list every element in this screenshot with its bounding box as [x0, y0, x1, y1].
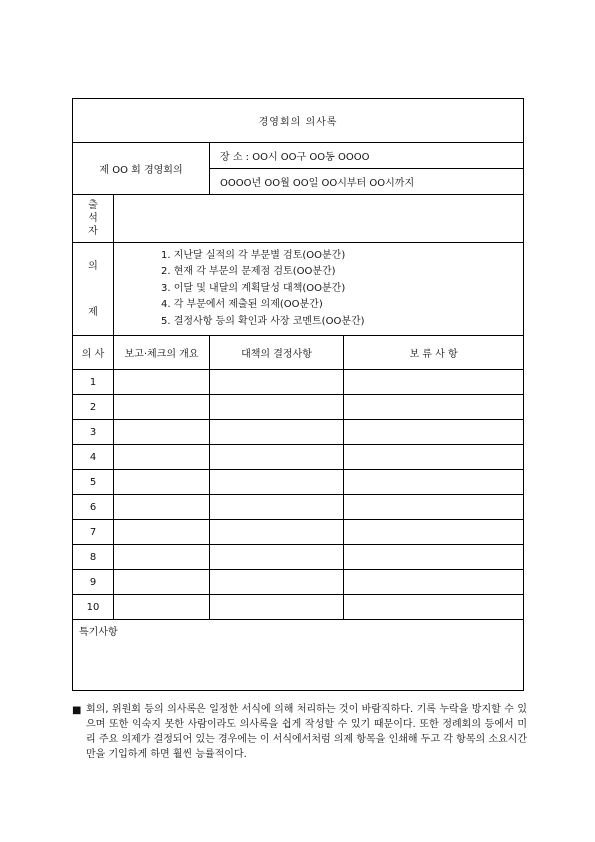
- report-cell[interactable]: [114, 570, 210, 595]
- special-notes-label: 특기사항: [79, 627, 118, 638]
- header-agenda-no: 의 사: [73, 336, 114, 370]
- row-number: 2: [73, 395, 114, 420]
- agenda-item: 2. 현재 각 부문의 문제점 검토(OO분간): [161, 266, 336, 278]
- agenda-item: 4. 각 부문에서 제출된 의제(OO분간): [161, 299, 323, 311]
- meeting-datetime: OOOO년 OO월 OO일 OO시부터 OO시까지: [210, 169, 524, 195]
- pending-cell[interactable]: [344, 370, 524, 395]
- pending-cell[interactable]: [344, 520, 524, 545]
- agenda-list-cell: [114, 243, 524, 336]
- report-cell[interactable]: [114, 370, 210, 395]
- decision-cell[interactable]: [210, 420, 344, 445]
- footnote: [72, 702, 527, 762]
- pending-cell[interactable]: [344, 595, 524, 620]
- table-row: [73, 520, 524, 545]
- report-cell[interactable]: [114, 520, 210, 545]
- table-row: [73, 545, 524, 570]
- pending-cell[interactable]: [344, 420, 524, 445]
- meeting-location: 장 소 : OO시 OO구 OO동 OOOO: [210, 143, 524, 169]
- attendees-label: 출 석 자: [73, 195, 114, 243]
- report-cell[interactable]: [114, 470, 210, 495]
- header-pending: 보 류 사 항: [344, 336, 524, 370]
- row-number: 4: [73, 445, 114, 470]
- table-row: [73, 495, 524, 520]
- pending-cell[interactable]: [344, 445, 524, 470]
- decision-cell[interactable]: [210, 395, 344, 420]
- table-row: [73, 570, 524, 595]
- row-number: 8: [73, 545, 114, 570]
- row-number: 9: [73, 570, 114, 595]
- table-row: [73, 470, 524, 495]
- table-row: [73, 395, 524, 420]
- attendees-field[interactable]: [114, 195, 524, 243]
- agenda-list: [114, 248, 523, 331]
- agenda-label: 의 제: [73, 243, 114, 336]
- report-cell[interactable]: [114, 495, 210, 520]
- row-number: 3: [73, 420, 114, 445]
- decision-cell[interactable]: [210, 570, 344, 595]
- row-number: 5: [73, 470, 114, 495]
- decision-cell[interactable]: [210, 495, 344, 520]
- table-row: [73, 370, 524, 395]
- decision-cell[interactable]: [210, 470, 344, 495]
- row-number: 7: [73, 520, 114, 545]
- header-report-summary: 보고·체크의 개요: [114, 336, 210, 370]
- agenda-item: 5. 결정사항 등의 확인과 사장 코멘트(OO분간): [161, 315, 365, 327]
- special-notes-field[interactable]: [73, 620, 524, 691]
- row-number: 6: [73, 495, 114, 520]
- report-cell[interactable]: [114, 445, 210, 470]
- footnote-text: 회의, 위원회 등의 의사록은 일정한 서식에 의해 처리하는 것이 바람직하다. 기록 누락을 방지할 수 있으며 또한 익숙지 못한 사람이라도 의사록을 쉽게 작성할 수 있기 때문이다. 또한 정례회의 등에서 미리 주요 의제가 결정되어 있는 경우에는 이 서식에서처럼 의제 항목을 인쇄해 두고 각 항목의 소요시간만을 기입하게 하면 훨씬 능률적이다.: [86, 704, 527, 760]
- table-row: [73, 595, 524, 620]
- pending-cell[interactable]: [344, 470, 524, 495]
- pending-cell[interactable]: [344, 395, 524, 420]
- pending-cell[interactable]: [344, 570, 524, 595]
- document-title: 경영회의 의사록: [73, 99, 524, 143]
- header-decisions: 대책의 결정사항: [210, 336, 344, 370]
- agenda-item: 1. 지난달 실적의 각 부문별 검토(OO분간): [161, 249, 346, 261]
- decision-cell[interactable]: [210, 595, 344, 620]
- square-bullet-icon: ■: [72, 705, 82, 716]
- report-cell[interactable]: [114, 595, 210, 620]
- pending-cell[interactable]: [344, 495, 524, 520]
- minutes-form: [72, 98, 524, 691]
- agenda-item: 3. 이달 및 내달의 계획달성 대책(OO분간): [161, 282, 346, 294]
- table-row: [73, 420, 524, 445]
- decision-cell[interactable]: [210, 520, 344, 545]
- decision-cell[interactable]: [210, 445, 344, 470]
- decision-cell[interactable]: [210, 370, 344, 395]
- report-cell[interactable]: [114, 545, 210, 570]
- pending-cell[interactable]: [344, 545, 524, 570]
- meeting-number: 제 OO 회 경영회의: [73, 143, 210, 195]
- report-cell[interactable]: [114, 420, 210, 445]
- row-number: 10: [73, 595, 114, 620]
- decision-cell[interactable]: [210, 545, 344, 570]
- table-row: [73, 445, 524, 470]
- row-number: 1: [73, 370, 114, 395]
- report-cell[interactable]: [114, 395, 210, 420]
